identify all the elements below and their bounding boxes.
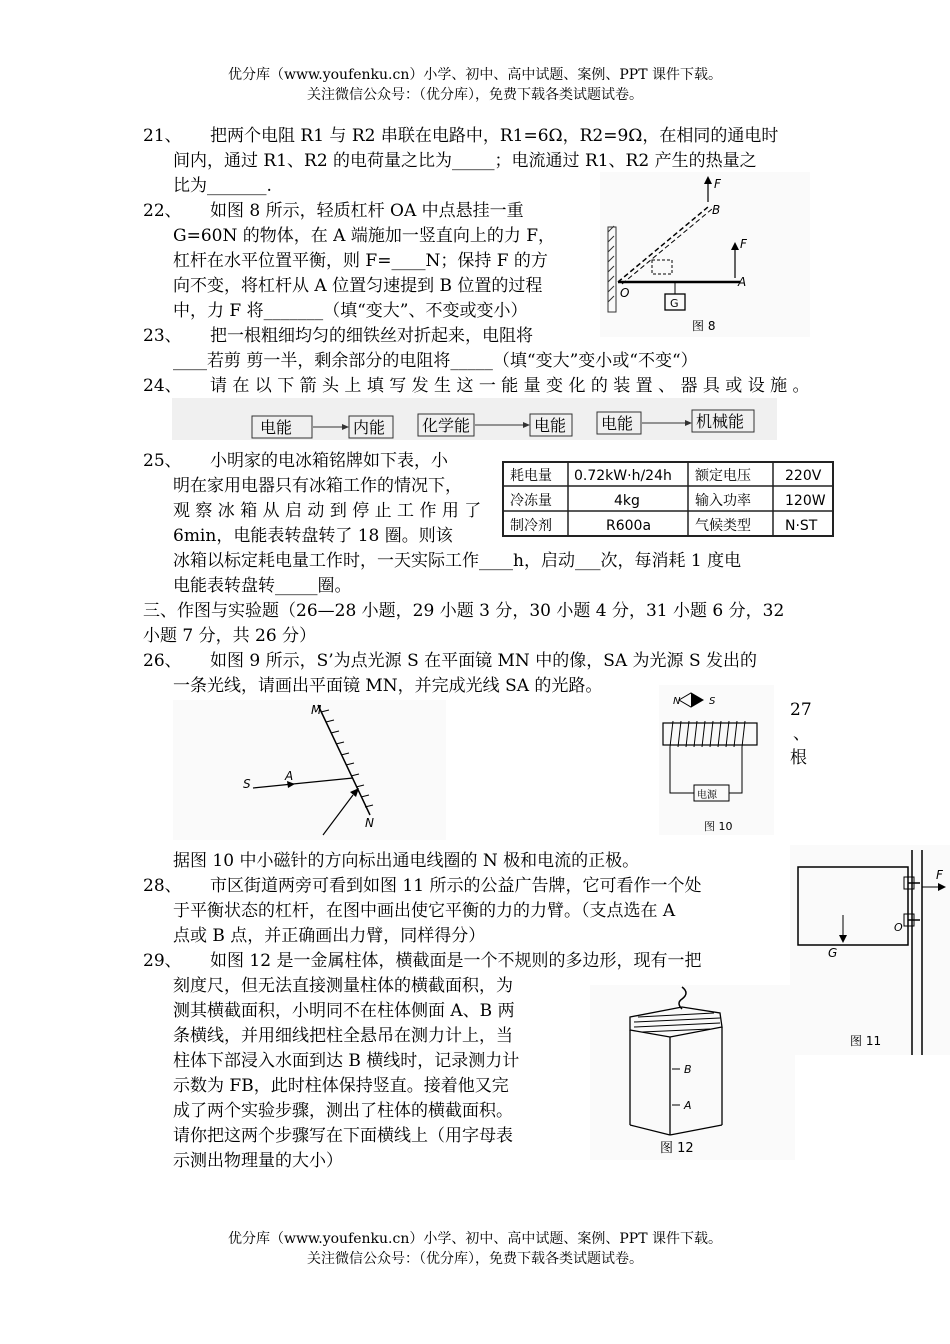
energy-chain-figure [172, 398, 777, 440]
figure-9 [173, 700, 446, 840]
header-line-2: 关注微信公众号：（优分库），免费下载各类试题试卷。 [307, 87, 643, 103]
q25-line-5: 冰箱以标定耗电量工作时，一天实际工作____h，启动___次，每消耗 1 度电 [173, 551, 742, 571]
fig9-label-A: A [285, 769, 294, 783]
q25-line-3: 观 察 冰 箱 从 启 动 到 停 止 工 作 用 了 [173, 501, 482, 521]
q27-line-1: 据图 10 中小磁针的方向标出通电线圈的 N 极和电流的正极。 [173, 851, 640, 871]
q28-number: 28、 [143, 876, 182, 896]
table-r2-c3: 输入功率 [695, 493, 751, 509]
q28-line-2: 于平衡状态的杠杆，在图中画出使它平衡的力的力臂。（支点选在 A [173, 901, 676, 921]
table-r3-c3: 气候类型 [695, 518, 751, 534]
table-r3-c2: R600a [606, 518, 652, 534]
fig12-label-B: B [684, 1063, 692, 1076]
q26-number: 26、 [143, 651, 182, 671]
energy-box-6: 机械能 [696, 412, 745, 431]
q27-number-sep: 、 [793, 724, 810, 744]
q29-line-4: 条横线，并用细线把柱全悬吊在测力计上，当 [173, 1026, 513, 1046]
table-r3-c4: N·ST [785, 518, 818, 534]
fig10-power-label: 电源 [697, 790, 717, 801]
q22-number: 22、 [143, 201, 182, 221]
fridge-nameplate-table [498, 458, 836, 540]
q22-line-4: 向不变，将杠杆从 A 位置匀速提到 B 位置的过程 [173, 276, 543, 296]
q29-line-6: 示数为 FB，此时柱体保持竖直。接着他又完 [173, 1076, 509, 1096]
header-line-1: 优分库（www.youfenku.cn）小学、初中、高中试题、案例、PPT 课件下载。 [227, 67, 722, 83]
footer-line-1: 优分库（www.youfenku.cn）小学、初中、高中试题、案例、PPT 课件下载。 [227, 1231, 722, 1247]
q21-number: 21、 [143, 126, 182, 146]
fig8-label-O: O [620, 286, 630, 300]
q27-number: 27 [790, 700, 812, 720]
table-r2-c4: 120W [785, 493, 826, 509]
q29-line-3: 测其横截面积，小明同不在柱体侧面 A、B 两 [173, 1001, 515, 1021]
fig10-label-N: N [673, 696, 681, 707]
fig10-label-S: S [709, 696, 716, 707]
fig8-label-F: F [740, 237, 747, 251]
q29-line-2: 刻度尺，但无法直接测量柱体的横截面积，为 [173, 976, 513, 996]
q23-line-2: ____若剪 剪一半，剩余部分的电阻将_____（填“变大”变小或“不变“） [173, 351, 698, 371]
q28-line-3: 点或 B 点，并正确画出力臂，同样得分） [173, 926, 486, 946]
q21-line-3: 比为_______. [173, 176, 272, 196]
q25-line-2: 明在家用电器只有冰箱工作的情况下， [173, 476, 462, 496]
q25-line-6: 电能表转盘转_____圈。 [173, 576, 352, 596]
fig8-label-G: G [670, 297, 679, 310]
energy-box-4: 电能 [534, 416, 567, 435]
q22-line-1: 如图 8 所示，轻质杠杆 OA 中点悬挂一重 [210, 201, 524, 221]
fig12-label-A: A [684, 1099, 692, 1112]
q24-number: 24、 [143, 376, 182, 396]
q25-line-1: 小明家的电冰箱铭牌如下表，小 [210, 451, 448, 471]
q23-line-1: 把一根粗细均匀的细铁丝对折起来，电阻将 [210, 326, 533, 346]
fig8-caption: 图 8 [692, 319, 716, 333]
q29-line-1: 如图 12 是一金属柱体，横截面是一个不规则的多边形，现有一把 [210, 951, 702, 971]
figure-8 [600, 172, 810, 337]
fig11-caption: 图 11 [850, 1034, 882, 1048]
fig9-label-M: M [311, 703, 322, 717]
q22-line-3: 杠杆在水平位置平衡，则 F=____N；保持 F 的方 [173, 251, 548, 271]
footer-line-2: 关注微信公众号：（优分库），免费下载各类试题试卷。 [307, 1251, 643, 1267]
q29-line-8: 请你把这两个步骤写在下面横线上（用字母表 [173, 1126, 513, 1146]
q29-line-5: 柱体下部浸入水面到达 B 横线时，记录测力计 [173, 1051, 520, 1071]
q26-line-1: 如图 9 所示，S’为点光源 S 在平面镜 MN 中的像，SA 为光源 S 发出的 [210, 651, 757, 671]
q29-line-9: 示测出物理量的大小） [173, 1151, 343, 1171]
q23-number: 23、 [143, 326, 182, 346]
fig11-label-F: F [936, 868, 943, 882]
fig10-caption: 图 10 [704, 820, 733, 833]
q24-line-1: 请 在 以 下 箭 头 上 填 写 发 生 这 一 能 量 变 化 的 装 置 、 器 具 或 设 施 。 [210, 376, 810, 396]
fig11-label-G: G [828, 946, 838, 960]
energy-box-3: 化学能 [422, 416, 471, 435]
table-r2-c2: 4kg [614, 493, 640, 509]
q26-line-2: 一条光线，请画出平面镜 MN，并完成光线 SA 的光路。 [173, 676, 603, 696]
q21-line-2: 间内，通过 R1、R2 的电荷量之比为_____；电流通过 R1、R2 产生的热量之 [173, 151, 757, 171]
q28-line-1: 市区街道两旁可看到如图 11 所示的公益广告牌，它可看作一个处 [210, 876, 702, 896]
table-r1-c1: 耗电量 [510, 468, 552, 484]
q22-line-5: 中，力 F 将_______（填“变大”、不变或变小） [173, 301, 528, 321]
figure-10 [659, 685, 774, 835]
fig11-label-O: O [894, 921, 903, 934]
energy-box-2: 内能 [353, 418, 386, 437]
table-r2-c1: 冷冻量 [510, 493, 552, 509]
table-r1-c3: 额定电压 [695, 468, 751, 484]
table-r3-c1: 制冷剂 [510, 518, 552, 534]
table-r1-c4: 220V [785, 468, 822, 484]
fig8-label-B: B [712, 203, 721, 217]
fig12-caption: 图 12 [660, 1141, 694, 1156]
table-r1-c2: 0.72kW·h/24h [574, 468, 672, 484]
figure-12 [590, 985, 795, 1160]
fig9-label-S: S [243, 777, 251, 791]
figure-11 [790, 845, 950, 1055]
q25-line-4: 6min，电能表转盘转了 18 圈。则该 [173, 526, 453, 546]
fig8-label-A: A [738, 275, 747, 289]
fig9-label-N: N [365, 816, 374, 830]
q27-number-tail: 根 [790, 748, 807, 768]
energy-box-1: 电能 [260, 418, 293, 437]
fig8-label-F-top: F [714, 177, 721, 191]
section-3-line-2: 小题 7 分，共 26 分） [143, 626, 317, 646]
section-3-line-1: 三、作图与实验题（26—28 小题，29 小题 3 分，30 小题 4 分，31 小题 6 分，32 [143, 601, 785, 621]
q25-number: 25、 [143, 451, 182, 471]
q21-line-1: 把两个电阻 R1 与 R2 串联在电路中，R1=6Ω，R2=9Ω，在相同的通电时 [210, 126, 779, 146]
q29-number: 29、 [143, 951, 182, 971]
q29-line-7: 成了两个实验步骤，测出了柱体的横截面积。 [173, 1101, 513, 1121]
q22-line-2: G=60N 的物体，在 A 端施加一竖直向上的力 F， [173, 226, 556, 246]
energy-box-5: 电能 [601, 414, 634, 433]
